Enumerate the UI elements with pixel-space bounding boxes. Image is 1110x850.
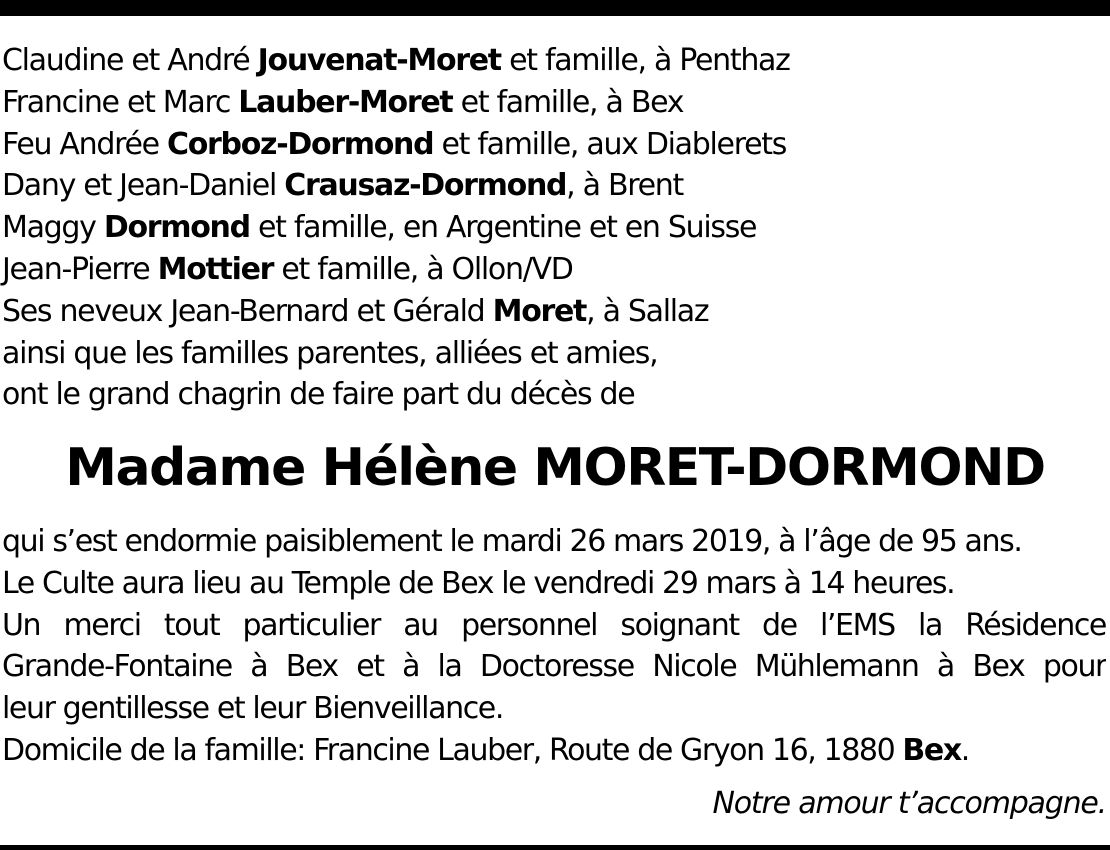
mourner-text: Ses neveux Jean-Bernard et Gérald — [2, 293, 493, 329]
mourner-surname: Mottier — [157, 251, 274, 287]
thanks-line-2: Grande-Fontaine à Bex et à la Doctoresse Nicole Mühlemann à Bex pour — [2, 649, 1106, 685]
thanks-line-3: leur gentillesse et leur Bienveillance. — [2, 691, 503, 727]
mourner-location: , à Brent — [566, 168, 683, 204]
mourner-text: Feu Andrée — [2, 126, 168, 162]
thanks-line-1: Un merci tout particulier au personnel soignant de l’EMS la Résidence — [2, 607, 1106, 643]
mourner-surname: Moret — [492, 293, 587, 329]
mourner-location: et famille, à Penthaz — [500, 43, 790, 78]
mourner-surname: Jouvenat-Moret — [257, 43, 501, 78]
mourner-location: et famille, à Ollon/VD — [273, 251, 573, 287]
mourner-surname: Crausaz-Dormond — [284, 168, 567, 204]
families-line: ainsi que les familles parentes, alliées et amies, — [2, 335, 658, 371]
announcement-line: ont le grand chagrin de faire part du décès de — [2, 377, 635, 413]
domicile-address: Domicile de la famille: Francine Lauber, Route de Gryon 16, 1880 — [2, 732, 903, 768]
mourner-location: et famille, en Argentine et en Suisse — [249, 210, 757, 246]
domicile-town: Bex — [902, 732, 961, 768]
mourner-text: Dany et Jean-Daniel — [2, 168, 285, 204]
mourner-line — [2, 82, 1102, 124]
mourner-line — [2, 124, 1102, 166]
notice-body — [2, 521, 1106, 772]
mourner-line — [2, 207, 1102, 249]
bottom-rule — [0, 845, 1110, 850]
signoff-text: Notre amour t’accompagne. — [712, 786, 1106, 821]
mourner-text: Jean-Pierre — [2, 251, 158, 287]
mourner-surname: Dormond — [103, 210, 250, 246]
mourner-location: , à Sallaz — [586, 293, 709, 329]
mourner-location: et famille, aux Diablerets — [433, 126, 787, 162]
mourner-text: Francine et Marc — [2, 84, 239, 120]
domicile-line — [2, 730, 1106, 772]
mourner-location: et famille, à Bex — [452, 84, 684, 120]
mourner-surname: Corboz-Dormond — [167, 126, 434, 162]
mourner-line — [2, 40, 1102, 82]
mourner-text: Claudine et André — [2, 43, 258, 78]
mourner-line — [2, 249, 1102, 291]
deceased-name: Madame Hélène MORET-DORMOND — [65, 438, 1045, 498]
mourner-text: Maggy — [2, 210, 104, 246]
top-rule — [0, 0, 1110, 16]
passing-line: qui s’est endormie paisiblement le mardi 26 mars 2019, à l’âge de 95 ans. — [2, 524, 1022, 559]
mourner-surname: Lauber-Moret — [238, 84, 453, 120]
mourner-line — [2, 291, 1102, 333]
domicile-period: . — [960, 732, 969, 768]
mourner-line — [2, 165, 1102, 207]
ceremony-line: Le Culte aura lieu au Temple de Bex le vendredi 29 mars à 14 heures. — [2, 565, 955, 601]
mourners-list — [2, 40, 1102, 416]
